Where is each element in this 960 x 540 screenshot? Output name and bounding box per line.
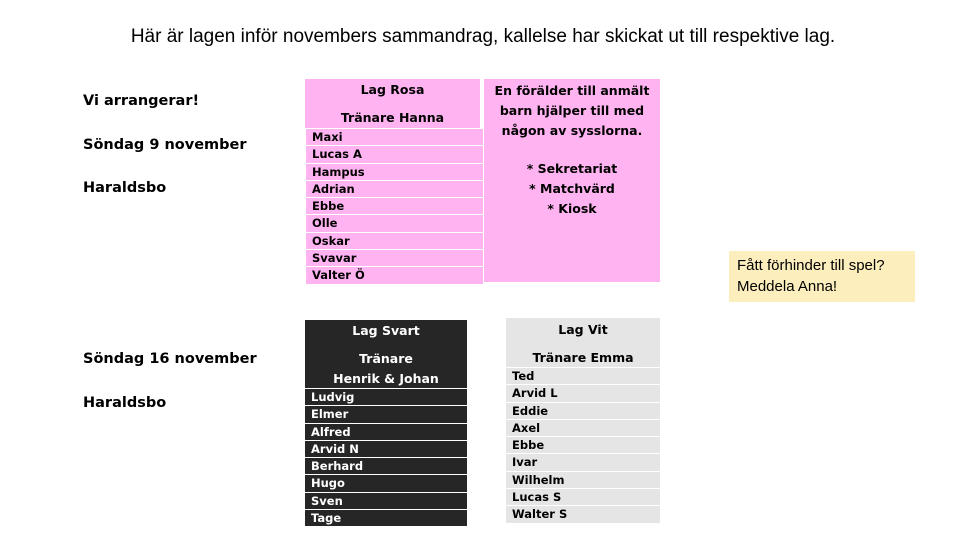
player-row: Ebbe xyxy=(306,197,483,214)
player-row: Svavar xyxy=(306,249,483,266)
task-item: * Matchvärd xyxy=(529,181,615,196)
player-row: Elmer xyxy=(305,405,467,422)
team-rosa-coach: Tränare Hanna xyxy=(340,110,445,125)
player-row: Sven xyxy=(305,492,467,509)
player-row: Ebbe xyxy=(506,436,660,453)
team-svart-player-list xyxy=(305,388,467,526)
task-item: * Kiosk xyxy=(547,201,597,216)
team-vit-name: Lag Vit xyxy=(558,322,608,337)
team-svart-coach-label: Tränare xyxy=(359,351,413,366)
player-row: Adrian xyxy=(306,180,483,197)
player-row: Valter Ö xyxy=(306,266,483,283)
team-svart-coach-names: Henrik & Johan xyxy=(333,371,439,386)
info-message-line: barn hjälper till med xyxy=(499,103,645,118)
player-row: Lucas S xyxy=(506,488,660,505)
player-row: Oskar xyxy=(306,232,483,249)
player-row: Walter S xyxy=(506,505,660,522)
player-row: Hampus xyxy=(306,163,483,180)
team-rosa-info-box xyxy=(484,79,660,282)
player-row: Axel xyxy=(506,419,660,436)
label-arranging: Vi arrangerar! xyxy=(83,93,200,109)
player-row: Lucas A xyxy=(306,145,483,162)
player-row: Maxi xyxy=(306,128,483,145)
player-row: Berhard xyxy=(305,457,467,474)
info-message-line: någon av sysslorna. xyxy=(501,123,643,138)
player-row: Ted xyxy=(506,367,660,384)
label-date-2: Söndag 16 november xyxy=(83,351,257,367)
player-row: Eddie xyxy=(506,402,660,419)
notice-line-2: Meddela Anna! xyxy=(737,278,838,295)
team-svart-name: Lag Svart xyxy=(352,323,420,338)
player-row: Ivar xyxy=(506,453,660,470)
task-item: * Sekretariat xyxy=(526,161,618,176)
label-place-1: Haraldsbo xyxy=(83,180,167,196)
label-date-1: Söndag 9 november xyxy=(83,137,247,153)
player-row: Arvid L xyxy=(506,384,660,401)
team-rosa-header xyxy=(305,79,480,128)
team-vit-header xyxy=(506,318,660,367)
page-title: Här är lagen inför novembers sammandrag, kallelse har skickat ut till respektive lag. xyxy=(130,26,836,47)
team-svart-header xyxy=(305,320,467,388)
team-vit-coach: Tränare Emma xyxy=(532,350,634,365)
info-message-line: En förälder till anmält xyxy=(494,83,650,98)
player-row: Arvid N xyxy=(305,440,467,457)
label-place-2: Haraldsbo xyxy=(83,395,167,411)
player-row: Olle xyxy=(306,214,483,231)
team-vit-player-list xyxy=(506,367,660,523)
notice-line-1: Fått förhinder till spel? xyxy=(737,257,885,274)
absence-notice xyxy=(729,251,915,302)
team-rosa-name: Lag Rosa xyxy=(360,82,425,97)
player-row: Hugo xyxy=(305,474,467,491)
player-row: Ludvig xyxy=(305,388,467,405)
team-rosa-player-list xyxy=(305,128,484,284)
player-row: Tage xyxy=(305,509,467,526)
player-row: Wilhelm xyxy=(506,471,660,488)
player-row: Alfred xyxy=(305,423,467,440)
